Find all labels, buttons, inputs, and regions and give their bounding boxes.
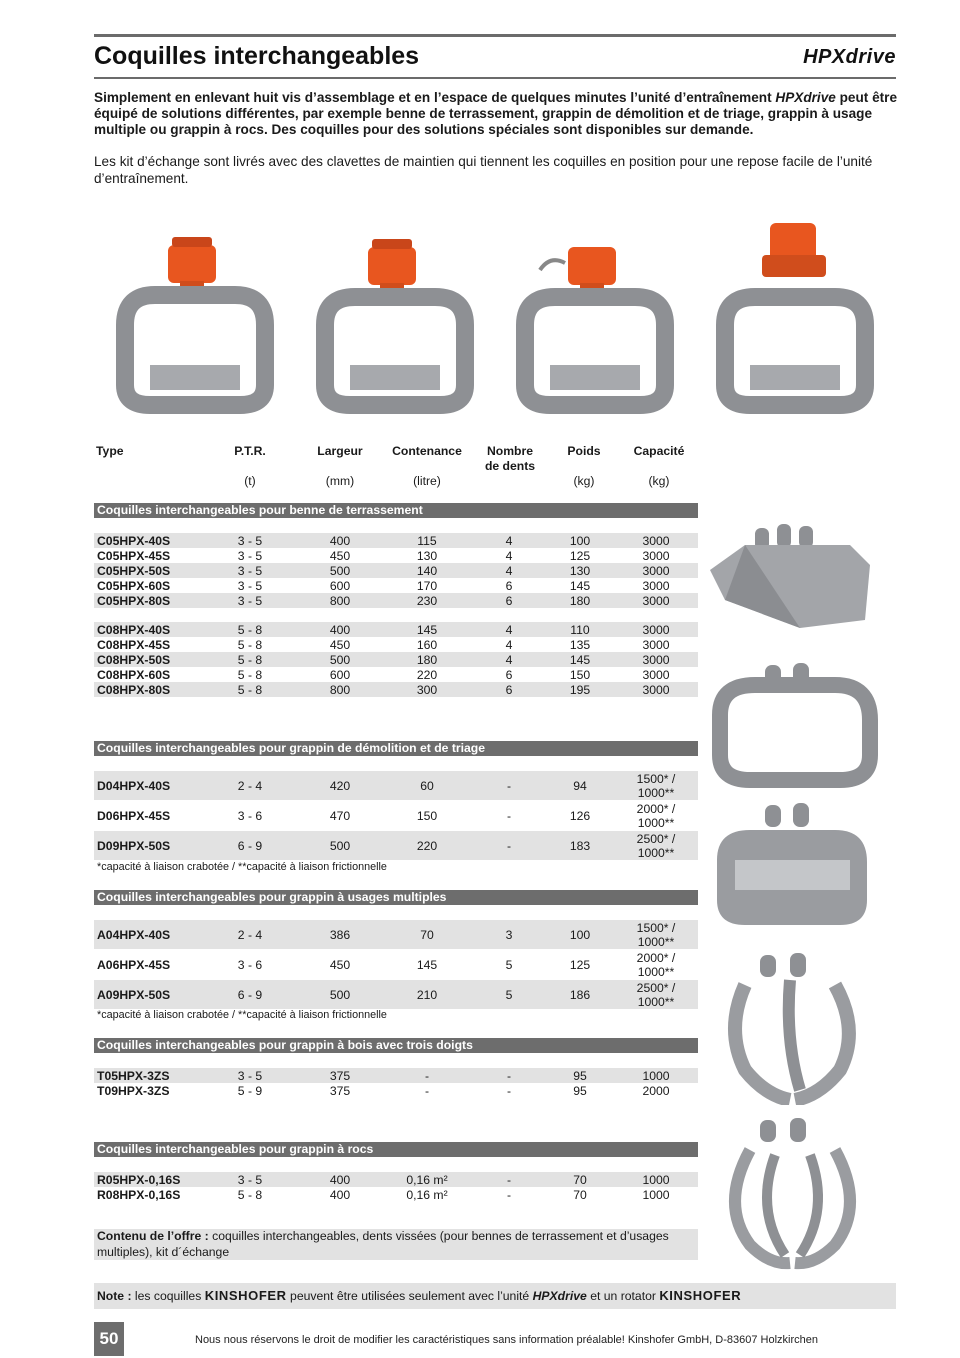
capacity-line-2: 1000**: [637, 964, 675, 979]
capacity-line-2: 1000**: [637, 785, 675, 800]
unit-largeur: (mm): [325, 474, 355, 488]
table-cell: 135: [569, 637, 591, 652]
cell-type: A09HPX-50S: [97, 987, 171, 1002]
table-cell: 6: [505, 578, 513, 593]
section-header-rocs: Coquilles interchangeables pour grappin à rocs: [94, 1142, 698, 1157]
cell-type: C08HPX-80S: [97, 682, 171, 697]
offer-contents: [94, 1229, 698, 1260]
table-cell: 160: [416, 637, 438, 652]
table-cell: 95: [573, 1068, 587, 1083]
table-row: [94, 980, 698, 1009]
capacity-line-1: 2500* /: [636, 831, 676, 846]
cell-type: C05HPX-80S: [97, 593, 171, 608]
table-cell: 800: [329, 682, 351, 697]
section-header-multiples: Coquilles interchangeables pour grappin à usages multiples: [94, 890, 698, 905]
note-bar: [94, 1283, 896, 1309]
footnote-multiples: *capacité à liaison crabotée / **capacité à liaison frictionnelle: [97, 1009, 387, 1021]
col-header-largeur: Largeur: [317, 444, 363, 458]
offer-contents-text: coquilles interchangeables, dents vissées (pour bennes de terrassement et d’usages multiples), kit d´échange: [97, 1229, 669, 1259]
rock-grab-image: [705, 1115, 880, 1270]
table-cell: 110: [570, 622, 590, 637]
table-cell: 4: [505, 622, 513, 637]
table-cell: 150: [416, 808, 438, 823]
table-cell: [621, 832, 691, 860]
table-cell: -: [506, 1083, 512, 1098]
table-row: [94, 682, 698, 697]
table-cell: [621, 951, 691, 979]
table-cell: 0,16 m²: [406, 1172, 448, 1187]
table-cell: 600: [329, 667, 351, 682]
table-cell: 3000: [642, 578, 670, 593]
table-cell: 2000: [642, 1083, 670, 1098]
table-cell: 150: [569, 667, 591, 682]
table-cell: 180: [416, 652, 438, 667]
excavation-bucket-image: [705, 520, 880, 635]
table-row: [94, 637, 698, 652]
table-cell: 600: [329, 578, 351, 593]
table-cell: 400: [329, 1187, 351, 1202]
log-grab-image: [705, 950, 880, 1105]
cell-type: D06HPX-45S: [97, 808, 171, 823]
table-cell: 5 - 8: [237, 667, 263, 682]
table-cell: 140: [416, 563, 438, 578]
grab-with-motor-image-2: [310, 215, 480, 415]
table-cell: 500: [329, 652, 351, 667]
table-cell: 400: [329, 1172, 351, 1187]
intro-paragraph: Les kit d’échange sont livrés avec des clavettes de maintien qui tiennent les coquilles en position pour une repose facile de l’unité d’entraînement.: [94, 154, 873, 186]
table-row: [94, 771, 698, 800]
hpxdrive-logo: HPXdrive: [532, 1289, 587, 1303]
intro-bold-paragraph: [94, 90, 898, 138]
table-row: [94, 622, 698, 637]
table-cell: 126: [569, 808, 591, 823]
table-cell: 145: [416, 957, 438, 972]
table-cell: 3 - 5: [237, 1172, 263, 1187]
table-row: [94, 831, 698, 860]
table-cell: 210: [416, 987, 438, 1002]
unit-poids: (kg): [573, 474, 595, 488]
table-cell: 220: [416, 838, 438, 853]
product-images: [110, 215, 890, 415]
table-cell: 420: [329, 778, 351, 793]
table-cell: 3 - 5: [237, 533, 263, 548]
page-title: Coquilles interchangeables: [94, 42, 420, 70]
table-cell: 3000: [642, 622, 670, 637]
table-cell: -: [424, 1068, 430, 1083]
section-header-terrassement: Coquilles interchangeables pour benne de terrassement: [94, 503, 698, 518]
table-cell: 4: [505, 652, 513, 667]
table-cell: 1000: [642, 1068, 670, 1083]
table-cell: 183: [569, 838, 591, 853]
table-cell: 70: [573, 1187, 587, 1202]
table-cell: 3000: [642, 682, 670, 697]
table-cell: 5 - 9: [237, 1083, 263, 1098]
note-text-3: et un rotator: [586, 1289, 660, 1303]
table-row: [94, 1187, 698, 1202]
kinshofer-logo-2: KINSHOFER: [659, 1288, 742, 1303]
table-cell: 70: [420, 927, 434, 942]
multipurpose-grab-image: [705, 800, 880, 930]
table-cell: 6 - 9: [237, 987, 263, 1002]
capacity-line-1: 2000* /: [636, 950, 676, 965]
col-header-contenance: Contenance: [392, 444, 462, 458]
table-cell: 100: [569, 927, 591, 942]
table-cell: 3 - 5: [237, 593, 263, 608]
note-text-1: les coquilles: [131, 1289, 205, 1303]
table-cell: 500: [329, 987, 351, 1002]
table-cell: 3 - 5: [237, 548, 263, 563]
cell-type: C05HPX-50S: [97, 563, 171, 578]
intro-text-1: Simplement en enlevant huit vis d’assemblage et en l’espace de quelques minutes l’unité d’entraînement: [94, 90, 776, 105]
table-cell: 5 - 8: [237, 682, 263, 697]
table-cell: 3000: [642, 548, 670, 563]
table-cell: 3 - 5: [237, 563, 263, 578]
table-cell: -: [506, 838, 512, 853]
table-cell: 375: [329, 1083, 351, 1098]
table-cell: 450: [329, 637, 351, 652]
capacity-line-1: 1500* /: [636, 771, 676, 786]
table-cell: 500: [329, 563, 351, 578]
table-row: [94, 578, 698, 593]
table-cell: 230: [416, 593, 438, 608]
table-cell: 5 - 8: [237, 622, 263, 637]
cell-type: C08HPX-45S: [97, 637, 171, 652]
table-cell: 145: [569, 578, 591, 593]
table-cell: 125: [569, 548, 591, 563]
capacity-line-1: 2500* /: [636, 980, 676, 995]
table-cell: -: [506, 808, 512, 823]
table-cell: 400: [329, 533, 351, 548]
table-row: [94, 1172, 698, 1187]
unit-ptr: (t): [244, 474, 256, 488]
col-header-ptr: P.T.R.: [234, 444, 266, 458]
table-cell: 94: [573, 778, 587, 793]
table-cell: 1000: [642, 1187, 670, 1202]
table-cell: 5: [505, 987, 513, 1002]
cell-type: C05HPX-60S: [97, 578, 171, 593]
grab-with-motor-image-4: [710, 215, 880, 415]
section-header-demolition: Coquilles interchangeables pour grappin de démolition et de triage: [94, 741, 698, 756]
table-cell: 470: [329, 808, 351, 823]
col-header-poids: Poids: [567, 444, 601, 458]
table-cell: 4: [505, 533, 513, 548]
grab-with-motor-image-1: [110, 215, 280, 415]
table-cell: 220: [416, 667, 438, 682]
demolition-grab-image: [705, 660, 880, 790]
offer-contents-label: Contenu de l’offre :: [97, 1229, 209, 1243]
cell-type: A06HPX-45S: [97, 957, 171, 972]
cell-type: T09HPX-3ZS: [97, 1083, 170, 1098]
footer-text: Nous nous réservons le droit de modifier les caractéristiques sans information préalable! Kinshofer GmbH, D-83607 Holzkirchen: [195, 1334, 819, 1346]
table-cell: 186: [569, 987, 591, 1002]
capacity-line-2: 1000**: [637, 994, 675, 1009]
table-cell: 70: [573, 1172, 587, 1187]
table-cell: 400: [329, 622, 351, 637]
table-cell: 2 - 4: [237, 927, 263, 942]
table-cell: 4: [505, 637, 513, 652]
table-cell: 500: [329, 838, 351, 853]
table-cell: 6 - 9: [237, 838, 263, 853]
table-cell: -: [424, 1083, 430, 1098]
table-cell: -: [506, 1187, 512, 1202]
table-row: [94, 920, 698, 949]
intro-text-2: peut être équipé de solutions différentes, par exemple benne de terrassement, grappin de démolition et de triage, grappin à usage multiple ou grappin à rocs. Des coquilles pour des solutions spéciales sont disponibles sur demande.: [94, 90, 898, 137]
grab-with-motor-image-3: [510, 215, 680, 415]
table-row: [94, 667, 698, 682]
table-cell: 60: [420, 778, 434, 793]
unit-contenance: (litre): [413, 474, 441, 488]
unit-capacite: (kg): [648, 474, 670, 488]
table-cell: -: [506, 1172, 512, 1187]
table-row: [94, 593, 698, 608]
table-cell: 130: [569, 563, 591, 578]
table-cell: 3000: [642, 563, 670, 578]
capacity-line-2: 1000**: [637, 845, 675, 860]
table-cell: 6: [505, 682, 513, 697]
table-cell: 375: [329, 1068, 351, 1083]
note-label: Note :: [97, 1289, 132, 1303]
table-cell: 3000: [642, 637, 670, 652]
table-cell: 450: [329, 548, 351, 563]
table-cell: 145: [416, 622, 438, 637]
table-cell: [621, 802, 691, 830]
table-cell: 95: [573, 1083, 587, 1098]
table-cell: 5 - 8: [237, 1187, 263, 1202]
top-rule: [94, 34, 896, 37]
table-cell: 450: [329, 957, 351, 972]
note-text-2: peuvent être utilisées seulement avec l’unité: [286, 1289, 533, 1303]
cell-type: R08HPX-0,16S: [97, 1187, 181, 1202]
table-cell: 180: [569, 593, 591, 608]
table-cell: 5 - 8: [237, 637, 263, 652]
table-cell: 300: [416, 682, 438, 697]
table-cell: 2 - 4: [237, 778, 263, 793]
table-row: [94, 533, 698, 548]
table-cell: 3000: [642, 652, 670, 667]
table-row: [94, 563, 698, 578]
brand-logo: HPXdrive: [803, 46, 896, 68]
cell-type: C08HPX-40S: [97, 622, 171, 637]
table-cell: 0,16 m²: [406, 1187, 448, 1202]
table-cell: 1000: [642, 1172, 670, 1187]
col-header-type: Type: [96, 444, 124, 458]
section-header-bois: Coquilles interchangeables pour grappin à bois avec trois doigts: [94, 1038, 698, 1053]
table-cell: 800: [329, 593, 351, 608]
capacity-line-2: 1000**: [637, 934, 675, 949]
table-cell: 3 - 5: [237, 1068, 263, 1083]
title-rule: [94, 77, 896, 79]
intro-brand: HPXdrive: [775, 90, 836, 105]
col-header-capacite: Capacité: [633, 444, 685, 458]
kinshofer-logo-1: KINSHOFER: [204, 1288, 287, 1303]
table-cell: 3: [505, 927, 513, 942]
cell-type: A04HPX-40S: [97, 927, 171, 942]
table-row: [94, 950, 698, 979]
table-cell: 130: [416, 548, 438, 563]
table-cell: 3 - 5: [237, 578, 263, 593]
table-cell: 6: [505, 667, 513, 682]
table-cell: [621, 981, 691, 1009]
table-cell: 4: [505, 548, 513, 563]
table-cell: 4: [505, 563, 513, 578]
table-cell: 5 - 8: [237, 652, 263, 667]
table-cell: [621, 921, 691, 949]
table-row: [94, 801, 698, 830]
table-cell: 3000: [642, 593, 670, 608]
cell-type: C05HPX-45S: [97, 548, 171, 563]
cell-type: T05HPX-3ZS: [97, 1068, 170, 1083]
table-row: [94, 1068, 698, 1083]
capacity-line-2: 1000**: [637, 815, 675, 830]
cell-type: C08HPX-60S: [97, 667, 171, 682]
table-cell: 3000: [642, 533, 670, 548]
table-row: [94, 652, 698, 667]
cell-type: C08HPX-50S: [97, 652, 171, 667]
table-cell: 125: [569, 957, 591, 972]
table-cell: 115: [417, 533, 437, 548]
table-cell: -: [506, 778, 512, 793]
col-header-dents: Nombre de dents: [484, 444, 536, 473]
table-cell: 3000: [642, 667, 670, 682]
page-number: 50: [94, 1322, 124, 1356]
capacity-line-1: 1500* /: [636, 920, 676, 935]
table-row: [94, 1083, 698, 1098]
capacity-line-1: 2000* /: [636, 801, 676, 816]
cell-type: C05HPX-40S: [97, 533, 171, 548]
table-cell: 6: [505, 593, 513, 608]
table-cell: 3 - 6: [237, 808, 263, 823]
table-cell: 5: [505, 957, 513, 972]
table-cell: 386: [329, 927, 351, 942]
table-cell: 100: [569, 533, 591, 548]
table-cell: 3 - 6: [237, 957, 263, 972]
footnote-demolition: *capacité à liaison crabotée / **capacité à liaison frictionnelle: [97, 861, 387, 873]
table-cell: [621, 772, 691, 800]
table-cell: 170: [416, 578, 438, 593]
table-cell: -: [506, 1068, 512, 1083]
table-cell: 145: [569, 652, 591, 667]
table-row: [94, 548, 698, 563]
cell-type: D09HPX-50S: [97, 838, 171, 853]
cell-type: R05HPX-0,16S: [97, 1172, 181, 1187]
cell-type: D04HPX-40S: [97, 778, 171, 793]
table-cell: 195: [569, 682, 591, 697]
